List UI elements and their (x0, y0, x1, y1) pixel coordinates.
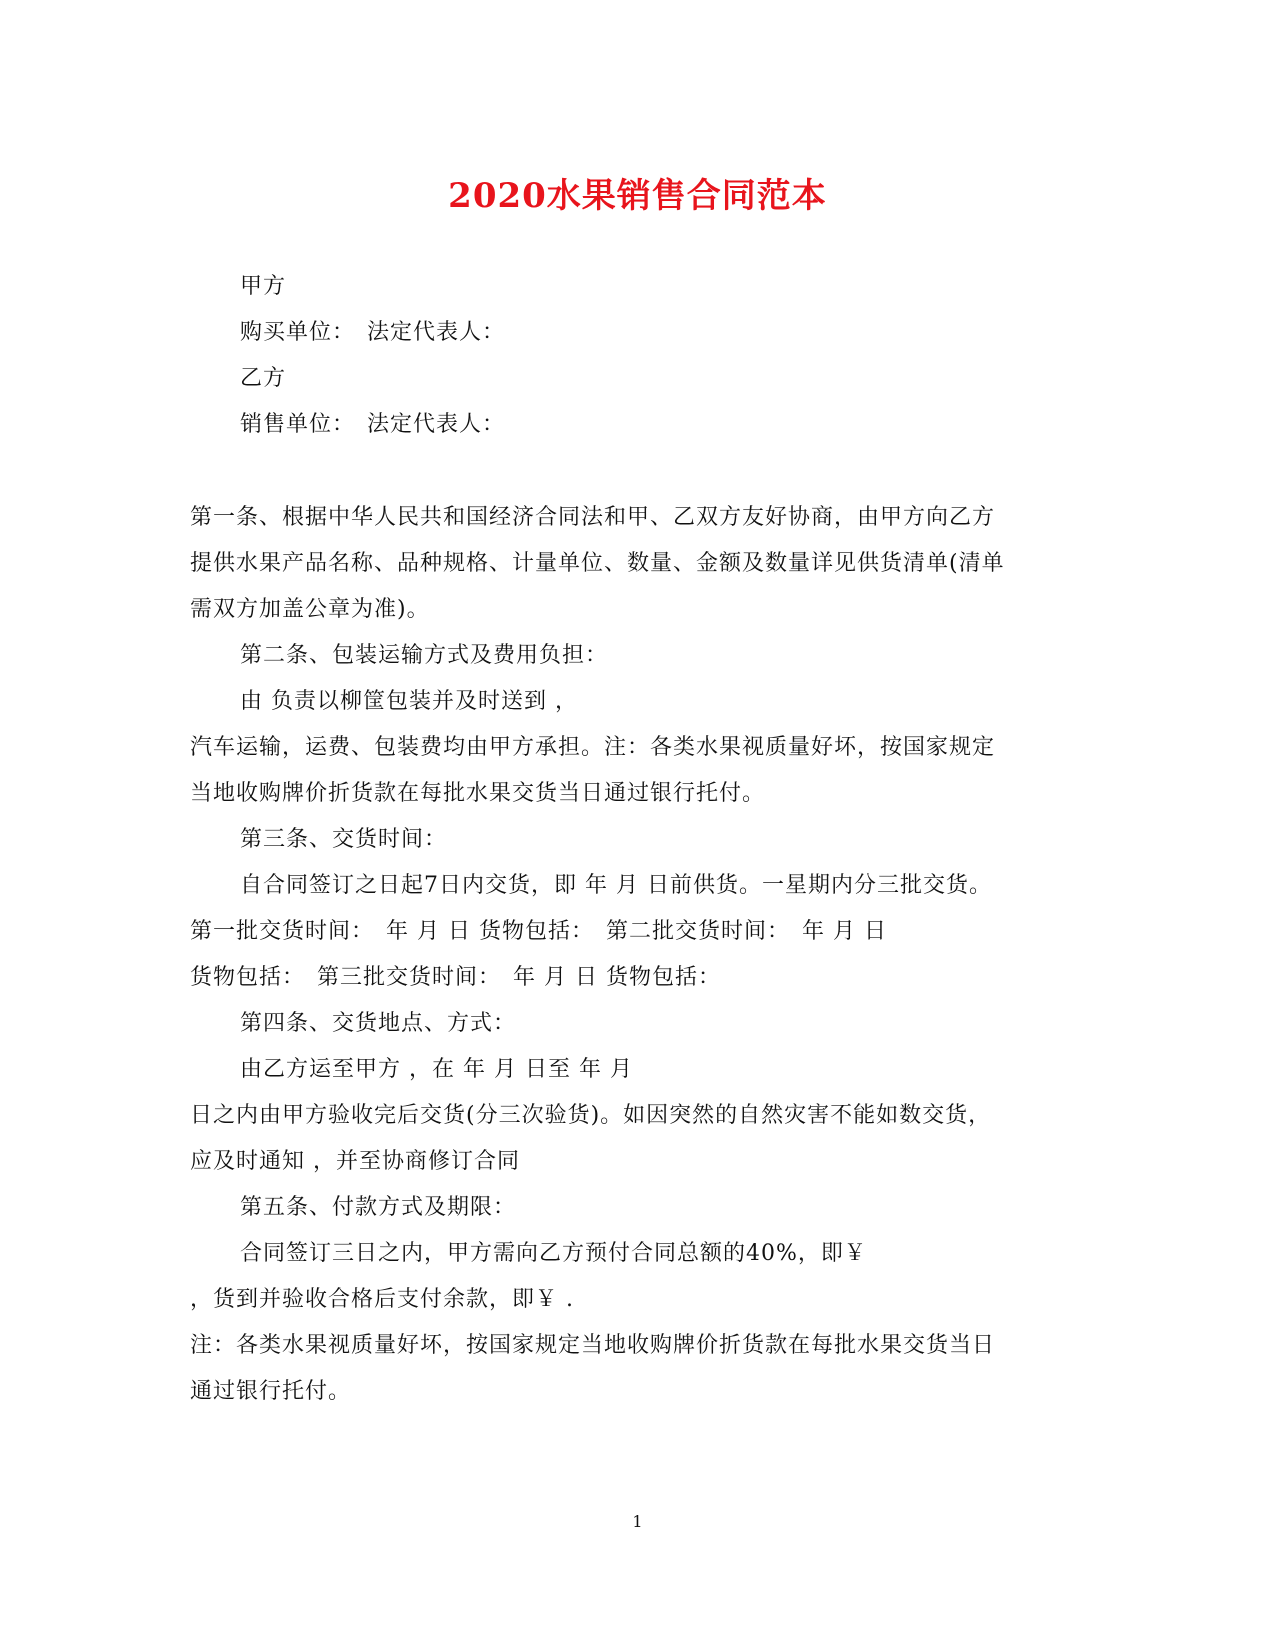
article-2-line-3: 当地收购牌价折货款在每批水果交货当日通过银行托付。 (190, 781, 766, 806)
article-3-heading: 第三条、交货时间： (240, 827, 448, 852)
party-b-label: 乙方 (240, 366, 287, 391)
party-a-unit-line: 购买单位： 法定代表人： (240, 320, 506, 345)
party-a-label: 甲方 (240, 274, 287, 299)
article-2-line-1: 由 负责以柳筐包装并及时送到 ， (240, 689, 578, 714)
article-5-line-1: 合同签订三日之内，甲方需向乙方预付合同总额的40%，即￥ (240, 1241, 867, 1266)
article-4-line-3: 应及时通知 ，并至协商修订合同 (190, 1149, 520, 1174)
article-5-line-2: ，货到并验收合格后支付余款，即￥ . (190, 1287, 574, 1312)
article-3-line-1: 自合同签订之日起7日内交货，即 年 月 日前供货。一星期内分三批交货。 (240, 873, 992, 898)
party-b-unit-line: 销售单位： 法定代表人： (240, 412, 506, 437)
article-2-heading: 第二条、包装运输方式及费用负担： (240, 643, 609, 668)
article-4-line-2: 日之内由甲方验收完后交货(分三次验货)。如因突然的自然灾害不能如数交货， (190, 1103, 992, 1128)
article-5-heading: 第五条、付款方式及期限： (240, 1195, 517, 1220)
article-3-line-2: 第一批交货时间： 年 月 日 货物包括： 第二批交货时间： 年 月 日 (190, 919, 887, 944)
page-number: 1 (632, 1512, 643, 1531)
article-1-line-2: 提供水果产品名称、品种规格、计量单位、数量、金额及数量详见供货清单(清单 (190, 551, 1005, 576)
document-title: 2020水果销售合同范本 (448, 176, 827, 216)
note-line-1: 注：各类水果视质量好坏，按国家规定当地收购牌价折货款在每批水果交货当日 (190, 1333, 996, 1358)
article-1-line-3: 需双方加盖公章为准)。 (190, 597, 430, 622)
article-4-line-1: 由乙方运至甲方 ，在 年 月 日至 年 月 (240, 1057, 633, 1082)
article-2-line-2: 汽车运输，运费、包装费均由甲方承担。注：各类水果视质量好坏，按国家规定 (190, 735, 996, 760)
article-4-heading: 第四条、交货地点、方式： (240, 1011, 517, 1036)
article-1-line-1: 第一条、根据中华人民共和国经济合同法和甲、乙双方友好协商，由甲方向乙方 (190, 505, 996, 530)
article-3-line-3: 货物包括： 第三批交货时间： 年 月 日 货物包括： (190, 965, 721, 990)
note-line-2: 通过银行托付。 (190, 1379, 352, 1404)
